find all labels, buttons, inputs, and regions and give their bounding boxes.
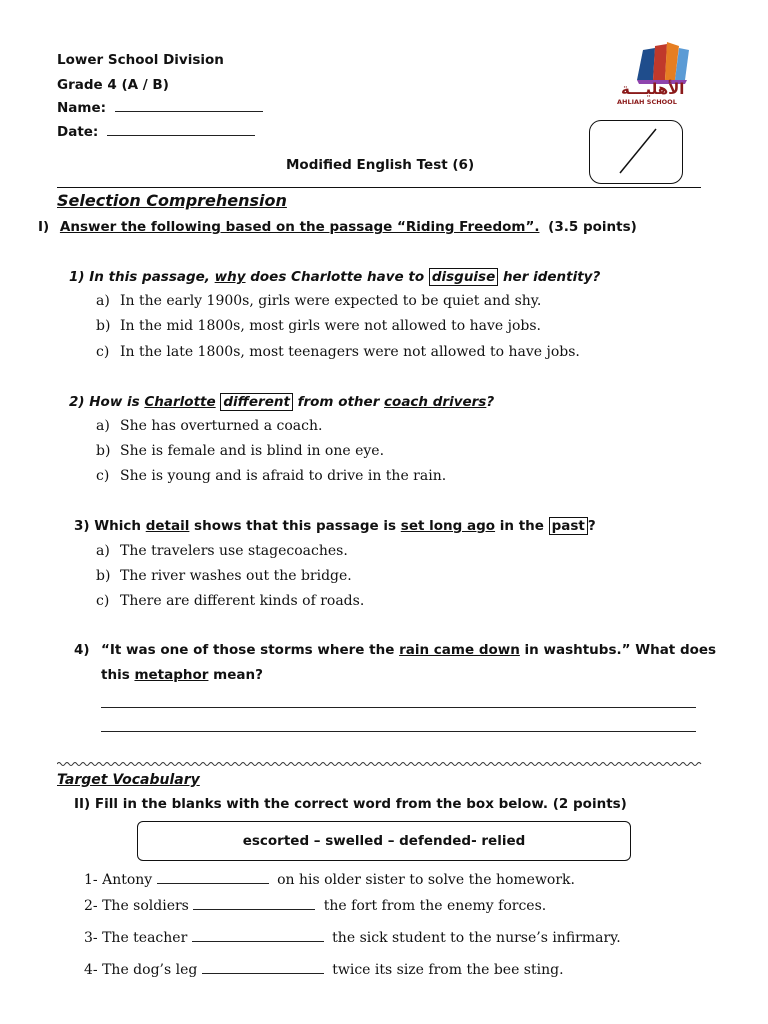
question-2: 2) How is Charlotte different from other coach drivers? (69, 394, 495, 410)
answer-line-2[interactable] (101, 731, 696, 732)
grade-label: Grade 4 (A / B) (57, 77, 169, 93)
vocab-item-1: 1- Antony on his older sister to solve the homework. (84, 872, 575, 888)
vocab-item-3: 3- The teacher the sick student to the nurse’s infirmary. (84, 930, 621, 946)
question-1: 1) In this passage, why does Charlotte have to disguise her identity? (69, 269, 601, 285)
blank-field[interactable] (192, 929, 324, 942)
score-slash-icon (590, 121, 682, 183)
instruction-text: Answer the following based on the passage “Riding Freedom”. (59, 219, 540, 235)
date-field[interactable] (107, 135, 255, 136)
division-label: Lower School Division (57, 52, 224, 68)
question-4-line-2: this metaphor mean? (101, 667, 263, 683)
boxed-word: disguise (429, 268, 498, 286)
answer-line-1[interactable] (101, 707, 696, 708)
q2-option-b[interactable]: b) She is female and is blind in one eye. (96, 443, 385, 459)
q2-option-a[interactable]: a) She has overturned a coach. (96, 418, 323, 434)
blank-field[interactable] (202, 961, 324, 974)
logo-english-text: AHLIAH SCHOOL (617, 98, 677, 106)
q1-option-a[interactable]: a) In the early 1900s, girls were expected to be quiet and shy. (96, 293, 542, 309)
q3-option-a[interactable]: a) The travelers use stagecoaches. (96, 543, 348, 559)
section1-instruction (38, 219, 637, 235)
blank-field[interactable] (193, 897, 315, 910)
boxed-word: different (220, 393, 293, 411)
question-4-number: 4) (74, 642, 90, 658)
blank-field[interactable] (157, 871, 269, 884)
q3-option-c[interactable]: c) There are different kinds of roads. (96, 593, 365, 609)
q3-option-b[interactable]: b) The river washes out the bridge. (96, 568, 352, 584)
q2-option-c[interactable]: c) She is young and is afraid to drive in the rain. (96, 468, 447, 484)
boxed-word: past (549, 517, 588, 535)
instruction-number: I) (38, 219, 50, 235)
name-label: Name: (57, 100, 107, 116)
school-logo (615, 40, 715, 120)
section-title-comprehension: Selection Comprehension (57, 191, 287, 210)
date-label: Date: (57, 124, 99, 140)
section-title-vocabulary: Target Vocabulary (57, 772, 200, 788)
name-row (57, 100, 263, 116)
vocab-item-2: 2- The soldiers the fort from the enemy forces. (84, 898, 547, 914)
test-title: Modified English Test (6) (286, 157, 475, 173)
header-divider (57, 187, 701, 188)
section-divider (57, 760, 703, 768)
vocab-item-4: 4- The dog’s leg twice its size from the bee sting. (84, 962, 564, 978)
name-field[interactable] (115, 111, 263, 112)
word-bank-text: escorted – swelled – defended- relied (242, 833, 526, 849)
question-3: 3) Which detail shows that this passage is set long ago in the past ? (74, 518, 596, 534)
question-4-line-1: “It was one of those storms where the rain came down in washtubs.” What does (101, 642, 717, 658)
q1-option-b[interactable]: b) In the mid 1800s, most girls were not allowed to have jobs. (96, 318, 541, 334)
section2-instruction: II) Fill in the blanks with the correct word from the box below. (2 points) (74, 796, 627, 812)
word-bank-box (137, 821, 631, 861)
score-box (589, 120, 683, 184)
instruction-points: (3.5 points) (548, 219, 637, 235)
logo-arabic-text: الأهليـــة (621, 80, 685, 98)
q1-option-c[interactable]: c) In the late 1800s, most teenagers were not allowed to have jobs. (96, 344, 580, 360)
date-row (57, 124, 255, 140)
